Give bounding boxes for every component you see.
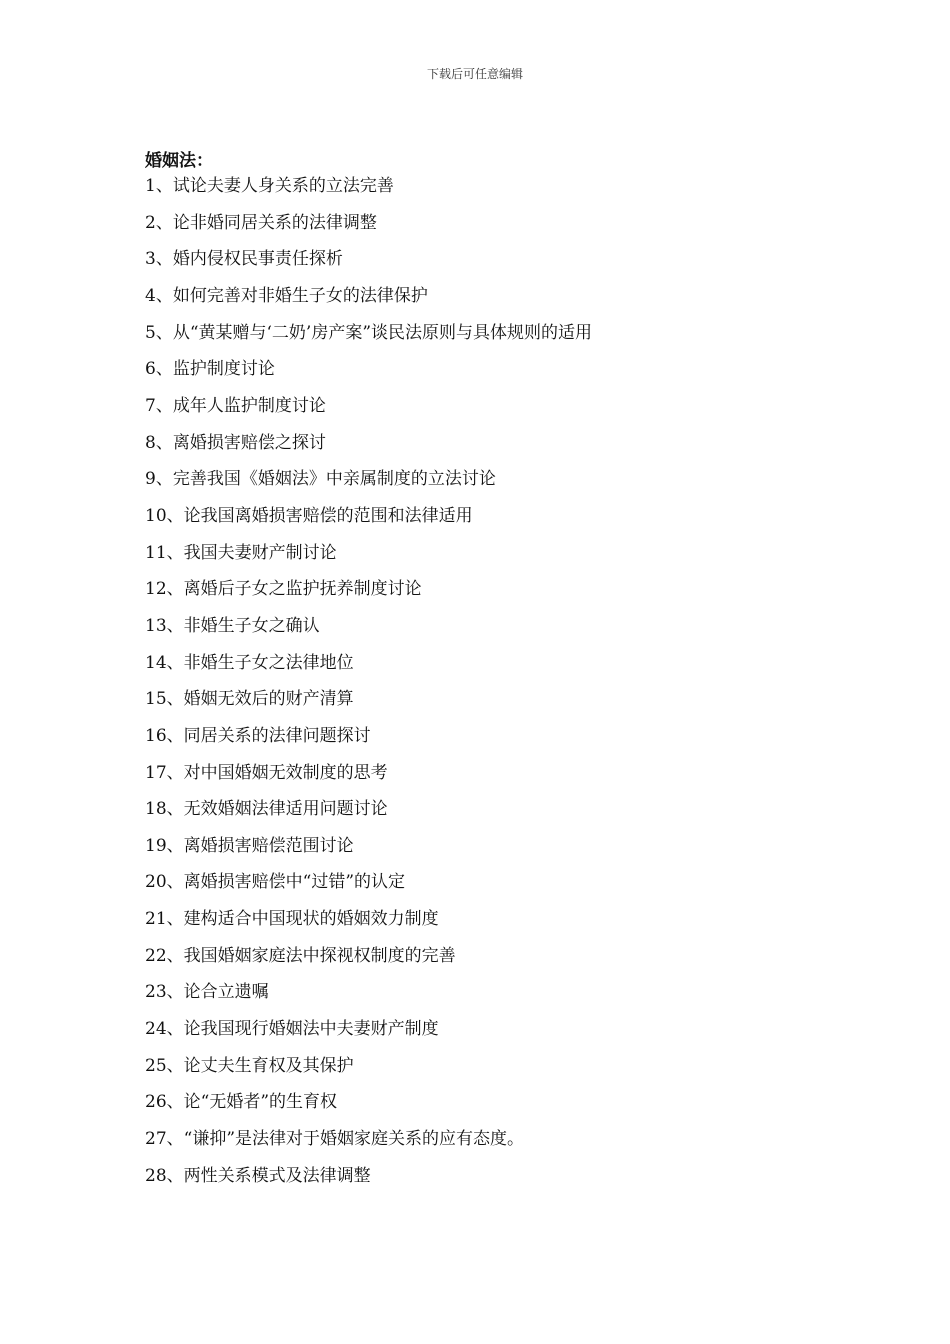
list-item: 28、两性关系模式及法律调整 bbox=[145, 1165, 371, 1186]
list-item: 26、论“无婚者”的生育权 bbox=[145, 1092, 338, 1113]
list-item: 23、论合立遗嘱 bbox=[145, 982, 269, 1003]
list-item: 24、论我国现行婚姻法中夫妻财产制度 bbox=[145, 1019, 439, 1040]
list-item: 9、完善我国《婚姻法》中亲属制度的立法讨论 bbox=[145, 469, 496, 490]
list-item: 13、非婚生子女之确认 bbox=[145, 615, 320, 636]
list-item: 18、无效婚姻法律适用问题讨论 bbox=[145, 799, 388, 820]
list-item: 7、成年人监护制度讨论 bbox=[145, 395, 326, 416]
list-item: 16、同居关系的法律问题探讨 bbox=[145, 725, 371, 746]
list-item: 21、建构适合中国现状的婚姻效力制度 bbox=[145, 909, 439, 930]
list-item: 17、对中国婚姻无效制度的思考 bbox=[145, 762, 388, 783]
list-item: 3、婚内侵权民事责任探析 bbox=[145, 249, 343, 270]
topic-list bbox=[145, 174, 865, 1188]
list-item: 12、离婚后子女之监护抚养制度讨论 bbox=[145, 579, 422, 600]
list-item: 1、试论夫妻人身关系的立法完善 bbox=[145, 176, 394, 196]
list-item: 25、论丈夫生育权及其保护 bbox=[145, 1055, 354, 1076]
list-item: 27、“谦抑”是法律对于婚姻家庭关系的应有态度。 bbox=[145, 1129, 525, 1150]
list-item: 19、离婚损害赔偿范围讨论 bbox=[145, 835, 354, 856]
list-item: 8、离婚损害赔偿之探讨 bbox=[145, 432, 326, 453]
list-item: 4、如何完善对非婚生子女的法律保护 bbox=[145, 285, 428, 306]
list-item: 14、非婚生子女之法律地位 bbox=[145, 652, 354, 673]
list-item: 11、我国夫妻财产制讨论 bbox=[145, 542, 337, 563]
list-item: 15、婚姻无效后的财产清算 bbox=[145, 689, 354, 710]
document-body bbox=[145, 150, 865, 1200]
list-item: 22、我国婚姻家庭法中探视权制度的完善 bbox=[145, 945, 456, 966]
list-item: 2、论非婚同居关系的法律调整 bbox=[145, 212, 377, 233]
list-item: 6、监护制度讨论 bbox=[145, 359, 275, 380]
section-title: 婚姻法： bbox=[145, 151, 213, 171]
list-item: 10、论我国离婚损害赔偿的范围和法律适用 bbox=[145, 505, 473, 526]
list-item: 5、从“黄某赠与‘二奶’房产案”谈民法原则与具体规则的适用 bbox=[145, 322, 593, 343]
list-item: 20、离婚损害赔偿中“过错”的认定 bbox=[145, 872, 406, 893]
page-header: 下载后可任意编辑 bbox=[426, 67, 523, 81]
